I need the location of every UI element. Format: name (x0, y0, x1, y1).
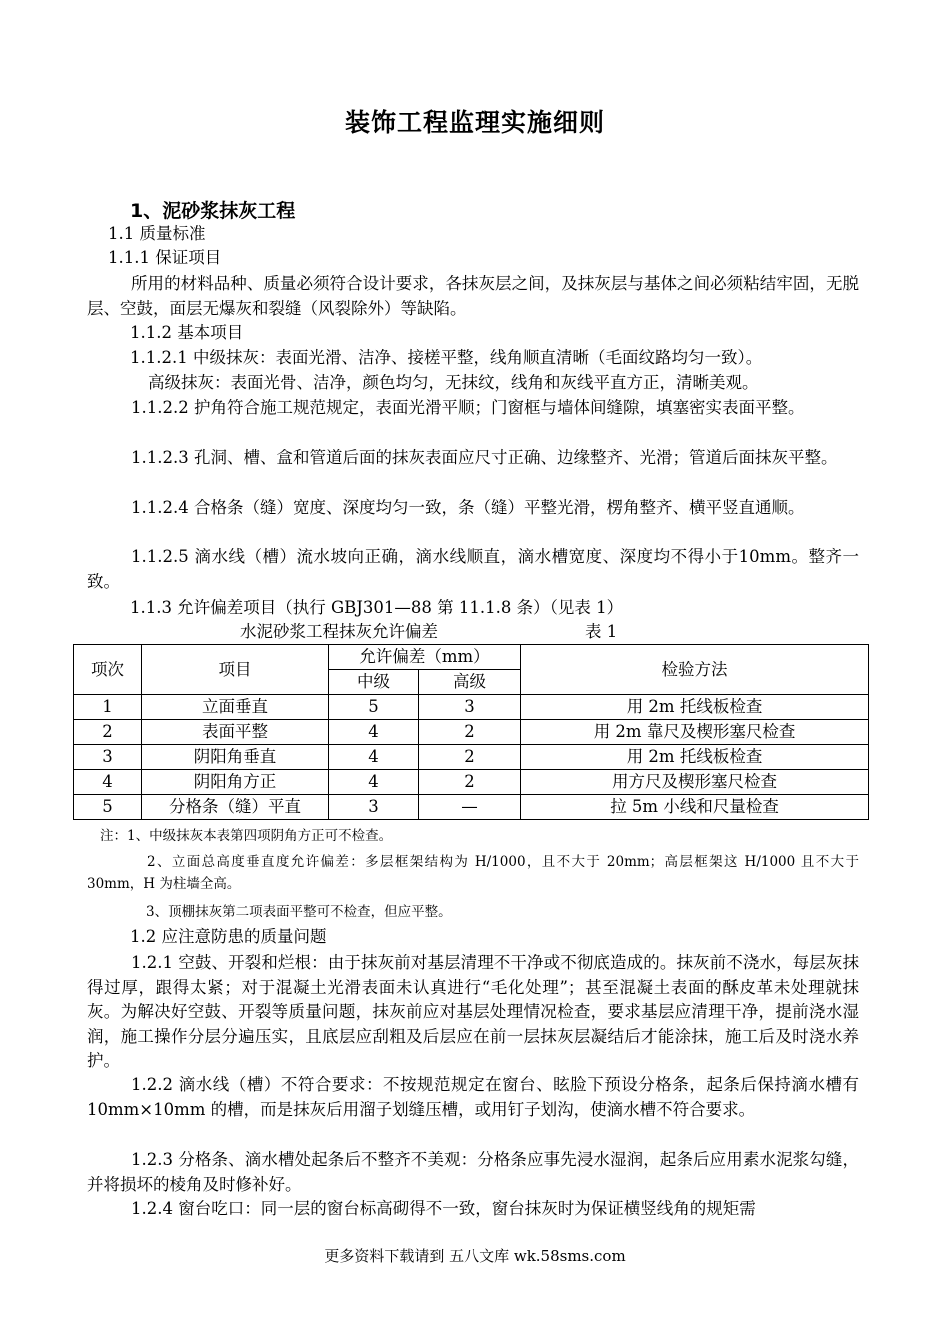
cell-no: 5 (74, 795, 142, 820)
header-item: 项目 (142, 645, 329, 695)
table-caption: 水泥砂浆工程抹灰允许偏差 (240, 622, 438, 641)
table-header-row (74, 645, 869, 670)
section-heading: 1、泥砂浆抹灰工程 (130, 200, 296, 222)
paragraph-1-1-2-2: 1.1.2.2 护角符合施工规范规定，表面光滑平顺；门窗框与墙体间缝隙，填塞密实表面平整。 (131, 398, 805, 417)
heading-1-1-1: 1.1.1 保证项目 (108, 248, 222, 267)
header-tolerance: 允许偏差（mm） (329, 645, 521, 670)
cell-item: 阴阳角垂直 (142, 745, 329, 770)
table-note-2: 2、立面总高度垂直度允许偏差：多层框架结构为 H/1000，且不大于 20mm；高层框架这 H/1000 且不大于 30mm，H 为柱墙全高。 (87, 854, 859, 892)
cell-mid: 4 (329, 770, 419, 795)
heading-1-1-3: 1.1.3 允许偏差项目（执行 GBJ301—88 第 11.1.8 条）（见表 1） (130, 598, 624, 617)
cell-no: 1 (74, 695, 142, 720)
cell-method: 用方尺及楔形塞尺检查 (521, 770, 869, 795)
header-no: 项次 (74, 645, 142, 695)
cell-method: 拉 5m 小线和尺量检查 (521, 795, 869, 820)
header-method: 检验方法 (521, 645, 869, 695)
cell-mid: 4 (329, 720, 419, 745)
cell-item: 分格条（缝）平直 (142, 795, 329, 820)
cell-method: 用 2m 托线板检查 (521, 695, 869, 720)
cell-high: 2 (419, 770, 521, 795)
table-row (74, 745, 869, 770)
heading-1-1-2: 1.1.2 基本项目 (130, 323, 244, 342)
paragraph-1-1-2-4: 1.1.2.4 合格条（缝）宽度、深度均匀一致，条（缝）平整光滑，楞角整齐、横平竖直通顺。 (131, 498, 805, 517)
table-note-1: 注：1、中级抹灰本表第四项阴角方正可不检查。 (100, 828, 393, 844)
cell-item: 阴阳角方正 (142, 770, 329, 795)
paragraph-1-2-4: 1.2.4 窗台吃口：同一层的窗台标高砌得不一致，窗台抹灰时为保证横竖线角的规矩需 (131, 1199, 756, 1218)
paragraph-advanced-plaster: 高级抹灰：表面光骨、洁净，颜色均匀，无抹纹，线角和灰线平直方正，清晰美观。 (148, 373, 759, 392)
table-label: 表 1 (585, 622, 618, 641)
table-row (74, 770, 869, 795)
cell-no: 2 (74, 720, 142, 745)
heading-1-2: 1.2 应注意防患的质量问题 (130, 927, 327, 946)
paragraph-1-2-1: 1.2.1 空鼓、开裂和烂根：由于抹灰前对基层清理不干净或不彻底造成的。抹灰前不浇水，每层灰抹得过厚，跟得太紧；对于混凝土光滑表面未认真进行“毛化处理”；甚至混凝土表面的酥皮革未处理就抹灰。为解决好空鼓、开裂等质量问题，抹灰前应对基层处理情况检查，要求基层应清理干净，提前浇水湿润，施工操作分层分遍压实，且底层应刮粗及后层应在前一层抹灰层凝结后才能涂抹，施工后及时浇水养护。 (87, 953, 859, 1070)
cell-high: — (419, 795, 521, 820)
paragraph-1-1-2-3: 1.1.2.3 孔洞、槽、盒和管道后面的抹灰表面应尺寸正确、边缘整齐、光滑；管道后面抹灰平整。 (131, 448, 838, 467)
paragraph-1-2-3: 1.2.3 分格条、滴水槽处起条后不整齐不美观：分格条应事先浸水湿润，起条后应用素水泥浆勾缝，并将损坏的棱角及时修补好。 (87, 1150, 859, 1194)
table-note-3: 3、顶棚抹灰第二项表面平整可不检查，但应平整。 (146, 904, 452, 920)
paragraph-1-1-2-1: 1.1.2.1 中级抹灰：表面光滑、洁净、接槎平整，线角顺直清晰（毛面纹路均匀一致）。 (130, 348, 763, 367)
table-row (74, 695, 869, 720)
cell-item: 立面垂直 (142, 695, 329, 720)
cell-mid: 5 (329, 695, 419, 720)
document-title: 装饰工程监理实施细则 (344, 108, 605, 137)
paragraph-1-1-2-5: 1.1.2.5 滴水线（槽）流水坡向正确，滴水线顺直，滴水槽宽度、深度均不得小于10mm。整齐一致。 (87, 547, 859, 591)
heading-1-1: 1.1 质量标准 (108, 224, 206, 243)
cell-high: 2 (419, 720, 521, 745)
paragraph-guarantee: 所用的材料品种、质量必须符合设计要求，各抹灰层之间，及抹灰层与基体之间必须粘结牢固，无脱层、空鼓，面层无爆灰和裂缝（风裂除外）等缺陷。 (87, 274, 859, 318)
tolerance-table (73, 644, 869, 820)
cell-no: 3 (74, 745, 142, 770)
paragraph-1-2-2: 1.2.2 滴水线（槽）不符合要求：不按规范规定在窗台、眩脸下预设分格条，起条后保持滴水槽有 10mm×10mm 的槽，而是抹灰后用溜子划缝压槽，或用钉子划沟，使滴水槽不符合要求。 (87, 1075, 859, 1119)
cell-mid: 3 (329, 795, 419, 820)
cell-method: 用 2m 托线板检查 (521, 745, 869, 770)
cell-method: 用 2m 靠尺及楔形塞尺检查 (521, 720, 869, 745)
cell-item: 表面平整 (142, 720, 329, 745)
page-footer: 更多资料下载请到 五八文库 wk.58sms.com (324, 1247, 626, 1265)
table-row (74, 720, 869, 745)
cell-no: 4 (74, 770, 142, 795)
table-row (74, 795, 869, 820)
cell-high: 2 (419, 745, 521, 770)
cell-high: 3 (419, 695, 521, 720)
cell-mid: 4 (329, 745, 419, 770)
header-high: 高级 (419, 670, 521, 695)
header-mid: 中级 (329, 670, 419, 695)
